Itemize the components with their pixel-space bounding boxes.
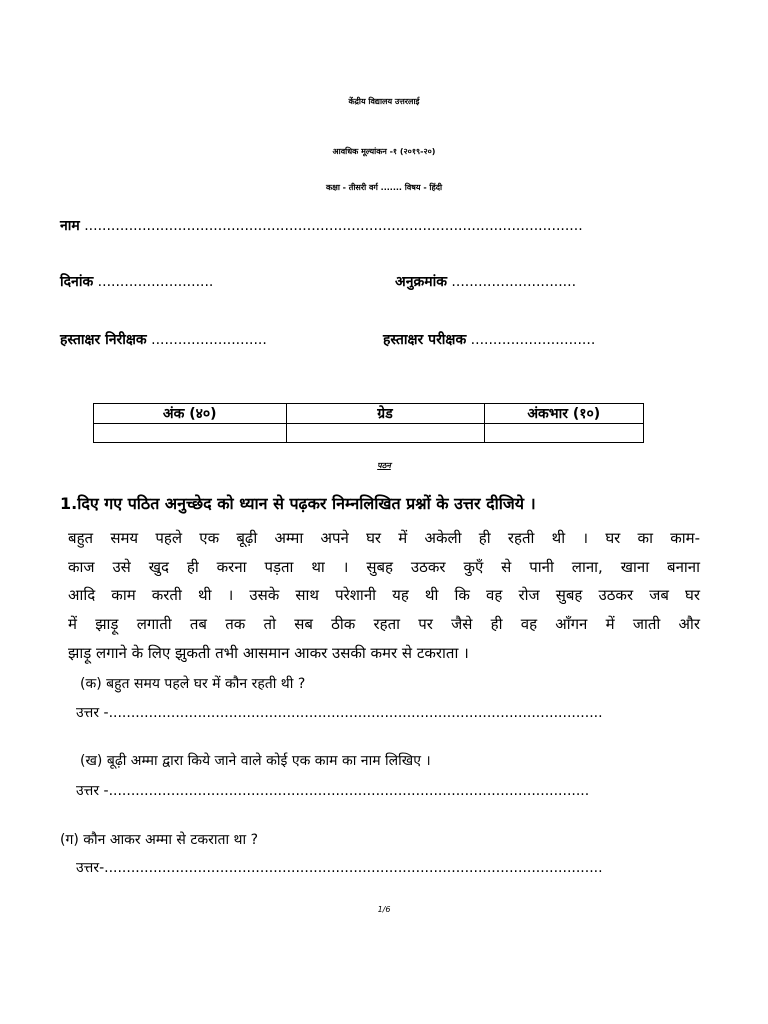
school-name: केंद्रीय विद्यालय उत्तरलाई bbox=[348, 97, 420, 106]
subquestion-ga: (ग) कौन आकर अम्मा से टकराता था ? bbox=[60, 832, 259, 848]
examiner-signature-field[interactable] bbox=[383, 330, 595, 349]
date-field[interactable] bbox=[60, 272, 213, 291]
date-blank[interactable]: .......................... bbox=[97, 274, 214, 290]
passage-line: आदि काम करती थी । उसके साथ परेशानी यह थी कि वह रोज सुबह उठकर जब घर bbox=[68, 586, 700, 605]
examiner-signature-blank[interactable]: ............................ bbox=[470, 332, 596, 348]
name-field[interactable] bbox=[60, 216, 583, 235]
passage-line: झाड़ू लगाने के लिए झुकती तभी आसमान आकर उसकी कमर से टकराता । bbox=[68, 643, 469, 662]
weightage-cell[interactable] bbox=[484, 424, 644, 443]
marks-cell[interactable] bbox=[94, 424, 287, 443]
answer-line-ka[interactable]: उत्तर -............................................................................................................... bbox=[76, 705, 603, 721]
passage-line: काज उसे खुद ही करना पड़ता था । सुबह उठकर कुएँ से पानी लाना, खाना बनाना bbox=[68, 557, 700, 576]
marks-entry-row bbox=[94, 424, 644, 443]
subquestion-ka: (क) बहुत समय पहले घर में कौन रहती थी ? bbox=[80, 676, 306, 692]
marks-header-row bbox=[94, 404, 644, 424]
marks-table bbox=[93, 403, 644, 443]
subquestion-kha: (ख) बूढ़ी अम्मा द्वारा किये जाने वाले कोई एक काम का नाम लिखिए । bbox=[80, 753, 431, 769]
invigilator-signature-blank[interactable]: .......................... bbox=[151, 332, 267, 348]
answer-line-ga[interactable]: उत्तर-................................................................................................................ bbox=[76, 860, 603, 876]
passage-line: में झाड़ू लगाती तब तक तो सब ठीक रहता पर जैसे ही वह आँगन में जाती और bbox=[68, 615, 700, 634]
marks-header: अंक (४०) bbox=[94, 404, 287, 424]
section-title: पठन bbox=[377, 461, 391, 470]
examiner-signature-label: हस्ताक्षर परीक्षक bbox=[383, 332, 467, 348]
name-label: नाम bbox=[60, 218, 80, 234]
roll-number-field[interactable] bbox=[395, 272, 576, 291]
answer-line-kha[interactable]: उत्तर -............................................................................................................ bbox=[76, 783, 590, 799]
roll-number-label: अनुक्रमांक bbox=[395, 274, 447, 290]
question-1: 1.दिए गए पठित अनुच्छेद को ध्यान से पढ़कर निम्नलिखित प्रश्नों के उत्तर दीजिये । bbox=[60, 494, 536, 513]
exam-title: आवधिक मूल्यांकन -१ (२०१९-२०) bbox=[332, 147, 436, 156]
page-number: 1/6 bbox=[377, 905, 391, 914]
date-label: दिनांक bbox=[60, 274, 94, 290]
grade-cell[interactable] bbox=[286, 424, 484, 443]
reading-passage bbox=[68, 524, 700, 668]
weightage-header: अंकभार (१०) bbox=[484, 404, 644, 424]
roll-number-blank[interactable]: ............................ bbox=[451, 274, 577, 290]
passage-line: बहुत समय पहले एक बूढ़ी अम्मा अपने घर में अकेली ही रहती थी । घर का काम- bbox=[68, 529, 700, 547]
grade-header: ग्रेड bbox=[286, 404, 484, 424]
invigilator-signature-field[interactable] bbox=[60, 330, 267, 349]
name-blank[interactable]: ................................................................................................................ bbox=[84, 218, 583, 234]
class-subject-line: कक्षा - तीसरी वर्ग ....... विषय - हिंदी bbox=[325, 183, 443, 192]
invigilator-signature-label: हस्ताक्षर निरीक्षक bbox=[60, 332, 147, 348]
